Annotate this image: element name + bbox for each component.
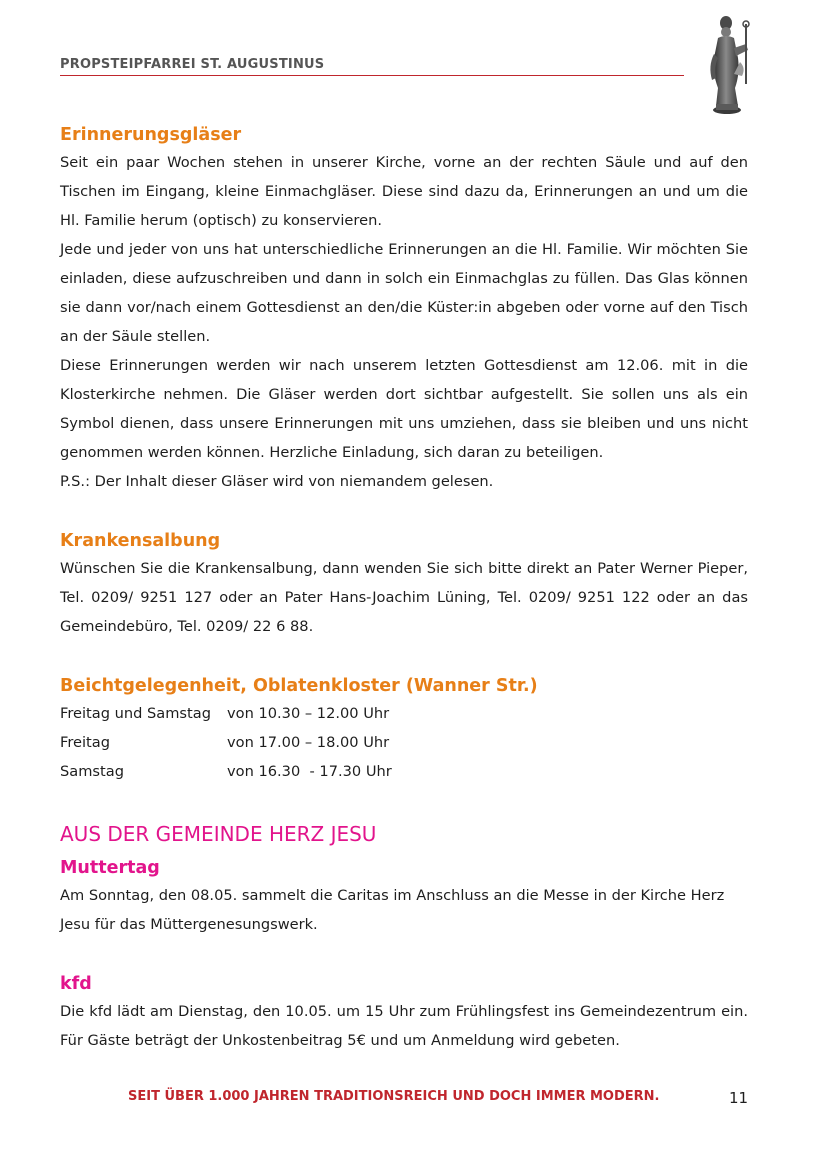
footer-slogan: SEIT ÜBER 1.000 JAHREN TRADITIONSREICH UND DOCH IMMER MODERN. bbox=[128, 1089, 660, 1104]
paragraph: Die kfd lädt am Dienstag, den 10.05. um 15 Uhr zum Frühlingsfest ins Gemeindezentrum ein. Für Gäste beträgt der Unkostenbeitrag 5€ und um Anmeldung wird gebeten. bbox=[60, 1003, 748, 1049]
page-number: 11 bbox=[729, 1089, 749, 1107]
section-heading-erinnerungsglaeser: Erinnerungsgläser bbox=[60, 125, 242, 145]
paragraph: Diese Erinnerungen werden wir nach unserem letzten Gottesdienst am 12.06. mit in die Klosterkirche nehmen. Die Gläser werden dort sichtbar aufgestellt. Sie sollen uns als ein Symbol dienen, dass unsere Erinnerungen mit uns umziehen, dass sie bleiben und uns nicht genommen werden können. Herzliche Einladung, sich daran zu beteiligen. bbox=[60, 357, 748, 461]
paragraph: Am Sonntag, den 08.05. sammelt die Caritas im Anschluss an die Messe in der Kirche Herz Jesu für das Müttergenesungswerk. bbox=[60, 887, 725, 933]
section-heading-kfd: kfd bbox=[60, 974, 92, 994]
section-heading-beichtgelegenheit: Beichtgelegenheit, Oblatenkloster (Wanner Str.) bbox=[60, 676, 538, 696]
main-content bbox=[60, 122, 748, 1055]
day-cell: Samstag bbox=[60, 763, 124, 780]
paragraph: Wünschen Sie die Krankensalbung, dann wenden Sie sich bitte direkt an Pater Werner Pieper, Tel. 0209/ 9251 127 oder an Pater Hans-Joachim Lüning, Tel. 0209/ 9251 122 oder an das Gemeindebüro, Tel. 0209/ 22 6 88. bbox=[60, 560, 748, 635]
time-cell: von 10.30 – 12.00 Uhr bbox=[227, 705, 390, 722]
parish-title: PROPSTEIPFARREI ST. AUGUSTINUS bbox=[60, 57, 325, 72]
table-row bbox=[60, 757, 392, 786]
saint-statue-logo bbox=[704, 14, 756, 118]
section-title-herz-jesu: AUS DER GEMEINDE HERZ JESU bbox=[60, 822, 377, 846]
paragraph: Seit ein paar Wochen stehen in unserer Kirche, vorne an der rechten Säule und auf den Tischen im Eingang, kleine Einmachgläser. Diese sind dazu da, Erinnerungen an und um die Hl. Familie herum (optisch) zu konservieren. bbox=[60, 154, 748, 229]
time-cell: von 16.30 - 17.30 Uhr bbox=[227, 763, 392, 780]
section-heading-krankensalbung: Krankensalbung bbox=[60, 531, 221, 551]
day-cell: Freitag bbox=[60, 734, 110, 751]
day-cell: Freitag und Samstag bbox=[60, 705, 211, 722]
page-header bbox=[60, 57, 684, 76]
table-row bbox=[60, 728, 392, 757]
paragraph-ps: P.S.: Der Inhalt dieser Gläser wird von niemandem gelesen. bbox=[60, 473, 494, 490]
paragraph: Jede und jeder von uns hat unterschiedliche Erinnerungen an die Hl. Familie. Wir möchten Sie einladen, diese aufzuschreiben und dann in solch ein Einmachglas zu füllen. Das Glas können sie dann vor/nach einem Gottesdienst an den/die Küster:in abgeben oder vorne auf den Tisch an der Säule stellen. bbox=[60, 241, 748, 345]
section-heading-muttertag: Muttertag bbox=[60, 858, 160, 878]
time-cell: von 17.00 – 18.00 Uhr bbox=[227, 734, 390, 751]
table-row bbox=[60, 699, 392, 728]
confession-times-table bbox=[60, 699, 392, 786]
